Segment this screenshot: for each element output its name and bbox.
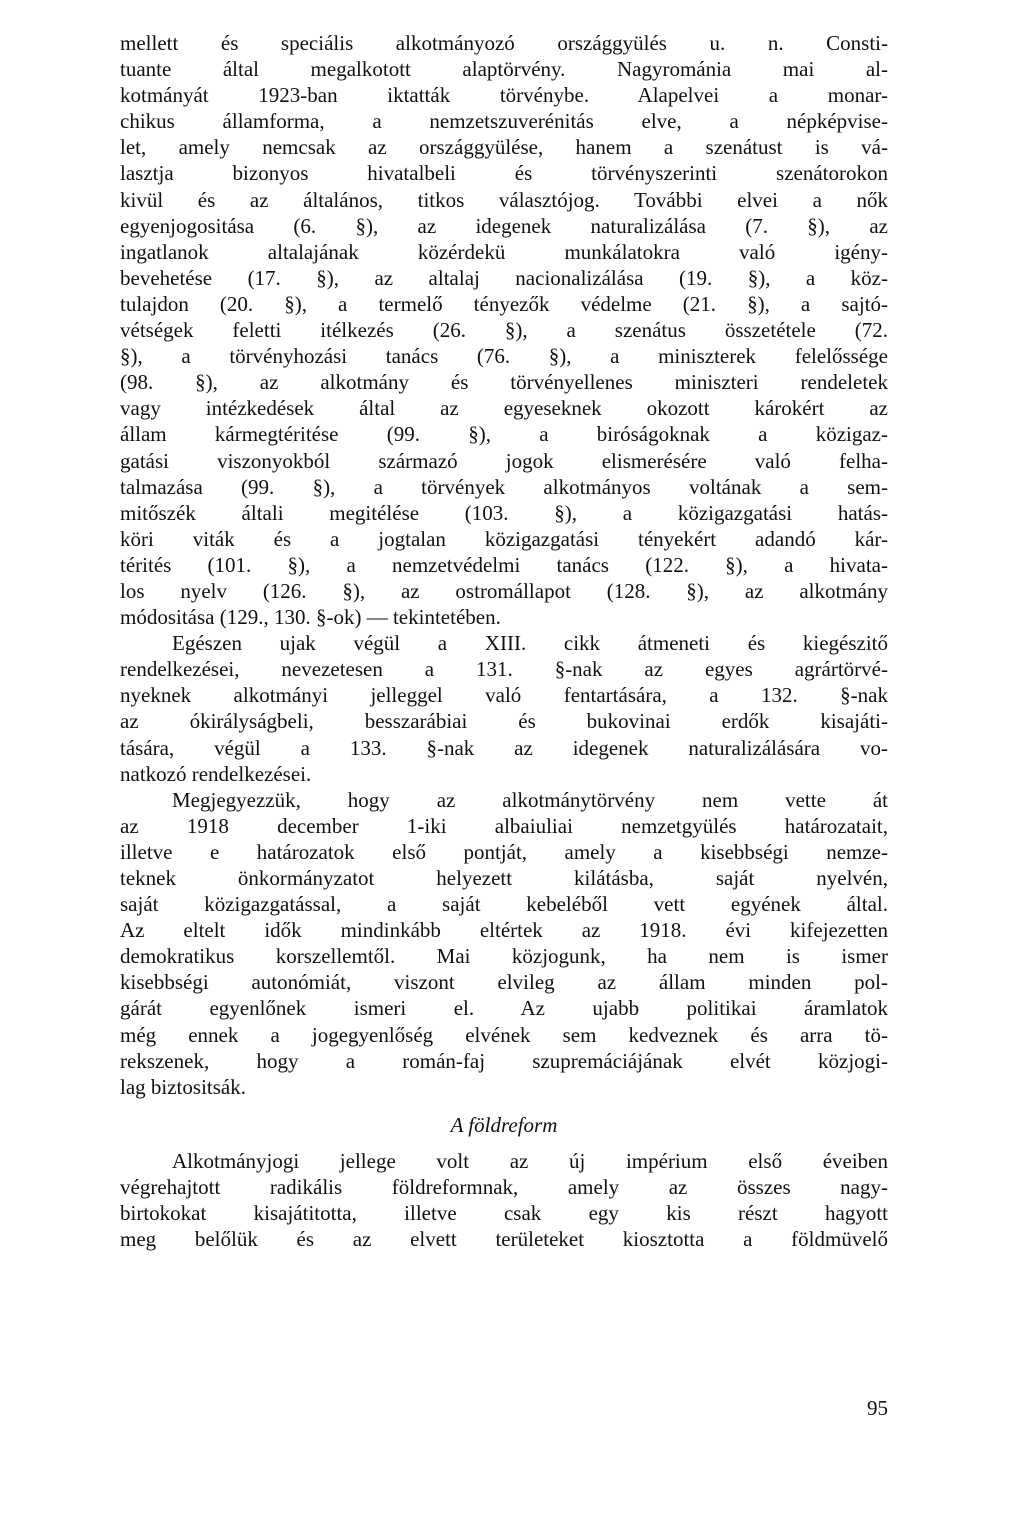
text-line: lag biztositsák.	[120, 1074, 246, 1099]
text-line: az 1918 december 1-iki albaiuliai nemzetgyülés határozatait,	[120, 813, 888, 838]
text-line: végrehajtott radikális földreformnak, amely az összes nagy-	[120, 1175, 888, 1200]
text-line: let, amely nemcsak az országgyülése, hanem a szenátust is vá-	[120, 135, 888, 160]
text-line: teknek önkormányzatot helyezett kilátásba, saját nyelvén,	[120, 866, 888, 890]
text-line: chikus államforma, a nemzetszuverénitás elve, a népképvise-	[120, 109, 888, 134]
text-line: kisebbségi autonómiát, viszont elvileg az állam minden pol-	[120, 970, 888, 995]
text-line: módositása (129., 130. §-ok) — tekintetében.	[120, 605, 501, 630]
text-line: tására, végül a 133. §-nak az idegenek naturalizálására vo-	[120, 735, 888, 760]
text-line: Megjegyezzük, hogy az alkotmánytörvény nem vette át	[172, 787, 888, 812]
text-line: rendelkezései, nevezetesen a 131. §-nak az egyes agrártörvé-	[120, 657, 888, 682]
text-line: gatási viszonyokból származó jogok elismerésére való felha-	[120, 448, 888, 473]
paragraph-1	[120, 30, 888, 630]
text-line: köri viták és a jogtalan közigazgatási tényekért adandó kár-	[120, 526, 888, 551]
text-line: vagy intézkedések által az egyeseknek okozott károkért az	[120, 396, 888, 421]
paragraph-3	[120, 787, 888, 1100]
text-line: mitőszék általi megitélése (103. §), a közigazgatási hatás-	[120, 500, 888, 525]
text-line: kivül és az általános, titkos választójog. További elvei a nők	[120, 187, 888, 212]
text-line: §), a törvényhozási tanács (76. §), a miniszterek felelőssége	[120, 344, 888, 369]
text-line: Egészen ujak végül a XIII. cikk átmeneti és kiegészitő	[172, 631, 888, 656]
text-line: mellett és speciális alkotmányozó országgyülés u. n. Consti-	[120, 31, 888, 55]
text-line: térités (101. §), a nemzetvédelmi tanács (122. §), a hivata-	[120, 552, 888, 577]
text-line: gárát egyenlőnek ismeri el. Az ujabb politikai áramlatok	[120, 996, 888, 1021]
text-line: birtokokat kisajátitotta, illetve csak egy kis részt hagyott	[120, 1201, 888, 1226]
text-line: natkozó rendelkezései.	[120, 761, 312, 786]
text-line: (98. §), az alkotmány és törvényellenes miniszteri rendeletek	[120, 370, 888, 395]
text-line: demokratikus korszellemtől. Mai közjogunk, ha nem is ismer	[120, 944, 888, 969]
text-line: az ókirályságbeli, besszarábiai és bukovinai erdők kisajáti-	[120, 709, 888, 734]
text-line: talmazása (99. §), a törvények alkotmányos voltának a sem-	[120, 474, 888, 499]
paragraph-2	[120, 630, 888, 787]
text-line: saját közigazgatással, a saját kebeléből vett egyének által.	[120, 892, 888, 917]
text-line: Az eltelt idők mindinkább eltértek az 1918. évi kifejezetten	[120, 918, 888, 943]
text-line: rekszenek, hogy a román-faj szupremáciájának elvét közjogi-	[120, 1048, 888, 1073]
text-line: bevehetése (17. §), az altalaj nacionalizálása (19. §), a köz-	[120, 265, 888, 290]
text-line: tulajdon (20. §), a termelő tényezők védelme (21. §), a sajtó-	[120, 291, 888, 316]
text-line: illetve e határozatok első pontját, amely a kisebbségi nemze-	[120, 839, 888, 864]
text-line: állam kármegtéritése (99. §), a biróságoknak a közigaz-	[120, 422, 888, 447]
text-line: ingatlanok altalajának közérdekü munkálatokra való igény-	[120, 239, 888, 264]
text-line: nyeknek alkotmányi jelleggel való fentartására, a 132. §-nak	[120, 683, 888, 708]
text-line: vétségek feletti itélkezés (26. §), a szenátus összetétele (72.	[120, 318, 888, 343]
text-line: még ennek a jogegyenlőség elvének sem kedveznek és arra tö-	[120, 1022, 888, 1047]
text-line: kotmányát 1923-ban iktatták törvénybe. Alapelvei a monar-	[120, 83, 888, 108]
text-line: meg belőlük és az elvett területeket kiosztotta a földmüvelő	[120, 1227, 888, 1252]
page-number: 95	[867, 1396, 888, 1420]
text-line: Alkotmányjogi jellege volt az új impérium első éveiben	[172, 1148, 888, 1173]
section-heading: A földreform	[450, 1112, 558, 1137]
text-line: egyenjogositása (6. §), az idegenek naturalizálása (7. §), az	[120, 213, 888, 238]
paragraph-4	[120, 1148, 888, 1252]
text-line: los nyelv (126. §), az ostromállapot (128. §), az alkotmány	[120, 578, 888, 603]
book-page	[120, 30, 888, 1470]
text-line: lasztja bizonyos hivatalbeli és törvényszerinti szenátorokon	[120, 161, 888, 186]
text-line: tuante által megalkotott alaptörvény. Nagyrománia mai al-	[120, 57, 888, 82]
